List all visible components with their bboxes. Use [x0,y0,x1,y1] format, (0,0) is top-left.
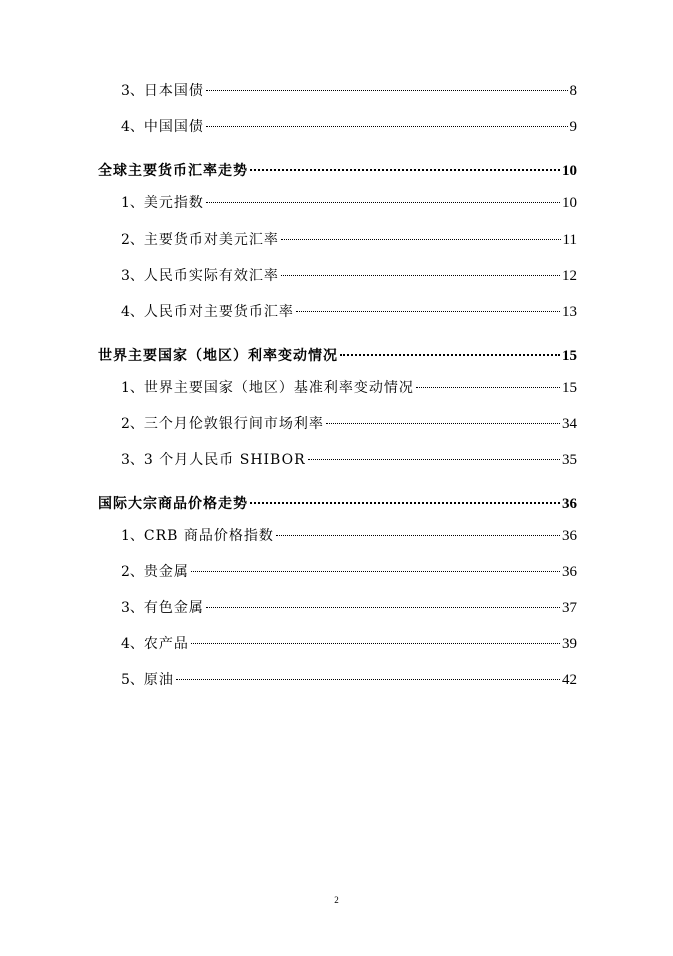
toc-entry-title: 人民币对主要货币汇率 [143,304,294,320]
toc-entry-number: 1、 [121,528,144,544]
toc-dot-leader [250,502,560,504]
toc-subsection-entry[interactable] [121,192,577,214]
toc-section-entry[interactable] [98,160,577,182]
toc-dot-leader [176,679,560,680]
toc-entry-number: 2、 [121,416,144,432]
toc-entry-title: 世界主要国家（地区）基准利率变动情况 [143,380,414,396]
toc-subsection-entry[interactable] [121,301,577,323]
toc-subsection-entry[interactable] [121,377,577,399]
toc-dot-leader [308,459,560,460]
toc-subsection-entry[interactable] [121,413,577,435]
toc-entry-number: 2、 [121,232,144,248]
toc-entry-number: 3、 [121,268,144,284]
toc-entry-page: 8 [569,83,577,99]
toc-dot-leader [206,607,560,608]
toc-dot-leader [326,423,560,424]
toc-dot-leader [206,90,568,91]
toc-entry-title: 人民币实际有效汇率 [143,268,279,284]
toc-section-entry[interactable] [98,345,577,367]
toc-entry-page: 42 [562,672,577,688]
toc-entry-page: 10 [562,163,577,179]
toc-subsection-entry[interactable] [121,597,577,619]
toc-subsection-entry[interactable] [121,669,577,691]
toc-entry-page: 34 [562,416,577,432]
toc-entry-page: 15 [562,348,577,364]
toc-entry-number: 1、 [121,195,144,211]
toc-entry-title: 国际大宗商品价格走势 [98,496,248,512]
toc-entry-number: 3、 [121,600,144,616]
toc-entry-page: 36 [562,528,577,544]
toc-subsection-entry[interactable] [121,116,577,138]
toc-entry-page: 12 [562,268,577,284]
toc-entry-title: 农产品 [143,636,189,652]
toc-entry-page: 13 [562,304,577,320]
toc-subsection-entry[interactable] [121,525,577,547]
toc-entry-number: 4、 [121,304,144,320]
toc-dot-leader [296,311,560,312]
toc-section-entry[interactable] [98,493,577,515]
toc-entry-title: 原油 [143,672,174,688]
toc-entry-number: 4、 [121,636,144,652]
toc-entry-number: 2、 [121,564,144,580]
toc-subsection-entry[interactable] [121,633,577,655]
toc-entry-title: 美元指数 [143,195,204,211]
toc-subsection-entry[interactable] [121,80,577,102]
toc-subsection-entry[interactable] [121,561,577,583]
toc-entry-title: CRB 商品价格指数 [143,528,274,544]
toc-dot-leader [206,126,568,127]
toc-entry-page: 35 [562,452,577,468]
toc-entry-title: 有色金属 [143,600,204,616]
toc-entry-title: 中国国债 [143,119,204,135]
toc-subsection-entry[interactable] [121,265,577,287]
toc-entry-number: 3、 [121,452,144,468]
toc-entry-page: 36 [562,496,577,512]
toc-dot-leader [416,387,560,388]
toc-entry-page: 9 [569,119,577,135]
toc-dot-leader [340,354,560,356]
toc-entry-number: 1、 [121,380,144,396]
toc-dot-leader [206,202,560,203]
toc-dot-leader [281,239,561,240]
toc-entry-page: 10 [562,195,577,211]
toc-dot-leader [281,275,560,276]
toc-entry-title: 全球主要货币汇率走势 [98,163,248,179]
toc-entry-number: 4、 [121,119,144,135]
toc-dot-leader [276,535,560,536]
toc-entry-page: 39 [562,636,577,652]
toc-entry-page: 15 [562,380,577,396]
toc-dot-leader [191,571,560,572]
toc-subsection-entry[interactable] [121,229,577,251]
toc-dot-leader [250,169,560,171]
toc-dot-leader [191,643,560,644]
toc-entry-title: 主要货币对美元汇率 [143,232,279,248]
toc-entry-title: 世界主要国家（地区）利率变动情况 [98,348,338,364]
toc-entry-title: 日本国债 [143,83,204,99]
toc-entry-title: 3 个月人民币 SHIBOR [143,452,306,468]
toc-entry-page: 36 [562,564,577,580]
toc-entry-title: 三个月伦敦银行间市场利率 [143,416,324,432]
toc-entry-number: 3、 [121,83,144,99]
toc-entry-title: 贵金属 [143,564,189,580]
page-number: 2 [334,895,339,905]
toc-subsection-entry[interactable] [121,449,577,471]
toc-entry-number: 5、 [121,672,144,688]
toc-entry-page: 11 [562,232,577,248]
toc-entry-page: 37 [562,600,577,616]
